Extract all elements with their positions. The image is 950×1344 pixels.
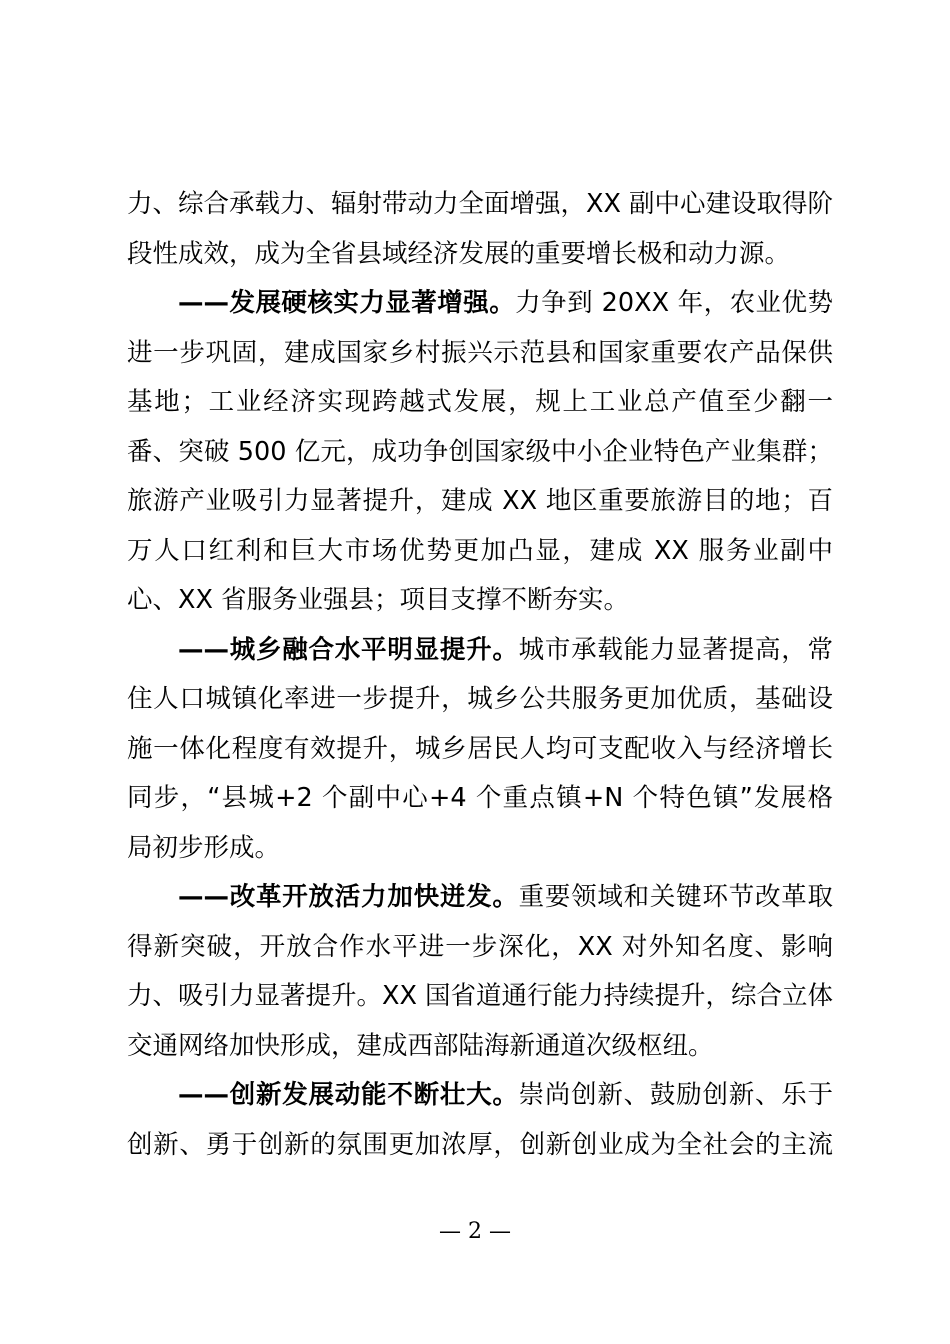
text-line: 同步，“县城+2 个副中心+4 个重点镇+N 个特色镇”发展格 bbox=[127, 783, 833, 813]
text-line: 力、吸引力显著提升。XX 国省道通行能力持续提升，综合立体 bbox=[127, 981, 834, 1011]
paragraph-first-line bbox=[127, 873, 833, 923]
paragraph-heading: ——发展硬核实力显著增强。 bbox=[178, 288, 516, 318]
paragraph-first-line bbox=[127, 626, 833, 676]
text-line: 施一体化程度有效提升，城乡居民人均可支配收入与经济增长 bbox=[127, 733, 833, 764]
text-line: 心、XX 省服务业强县；项目支撑不断夯实。 bbox=[127, 585, 630, 615]
document-body bbox=[127, 180, 833, 1170]
text-line: 交通网络加快形成，建成西部陆海新通道次级枢纽。 bbox=[127, 1030, 714, 1061]
paragraph-first-line bbox=[127, 1071, 833, 1121]
text-line: 番、突破 500 亿元，成功争创国家级中小企业特色产业集群； bbox=[127, 436, 833, 467]
text-line: 创新、勇于创新的氛围更加浓厚，创新创业成为全社会的主流 bbox=[127, 1129, 833, 1160]
paragraph-first-line bbox=[127, 279, 833, 329]
text-line: 基地；工业经济实现跨越式发展，规上工业总产值至少翻一 bbox=[127, 387, 833, 417]
paragraph-text: 力争到 20XX 年，农业优势 bbox=[515, 288, 833, 318]
text-line: 住人口城镇化率进一步提升，城乡公共服务更加优质，基础设 bbox=[127, 684, 833, 714]
paragraph-heading: ——改革开放活力加快迸发。 bbox=[178, 882, 519, 912]
text-line: 旅游产业吸引力显著提升，建成 XX 地区重要旅游目的地；百 bbox=[127, 486, 833, 516]
page-number: — 2 — bbox=[439, 1219, 511, 1244]
text-line: 局初步形成。 bbox=[127, 832, 281, 863]
paragraph-text: 城市承载能力显著提高，常 bbox=[518, 634, 833, 665]
text-line: 进一步巩固，建成国家乡村振兴示范县和国家重要农产品保供 bbox=[127, 337, 833, 368]
text-line: 万人口红利和巨大市场优势更加凸显，建成 XX 服务业副中 bbox=[127, 535, 833, 566]
text-line: 得新突破，开放合作水平进一步深化，XX 对外知名度、影响 bbox=[127, 931, 833, 962]
paragraph-heading: ——创新发展动能不断壮大。 bbox=[178, 1080, 519, 1110]
paragraph-heading: ——城乡融合水平明显提升。 bbox=[178, 634, 519, 665]
text-line: 力、综合承载力、辐射带动力全面增强，XX 副中心建设取得阶 bbox=[127, 189, 834, 219]
paragraph-text: 重要领域和关键环节改革取 bbox=[518, 882, 833, 912]
paragraph-text: 崇尚创新、鼓励创新、乐于 bbox=[518, 1080, 833, 1110]
text-line: 段性成效，成为全省县域经济发展的重要增长极和动力源。 bbox=[127, 238, 791, 269]
